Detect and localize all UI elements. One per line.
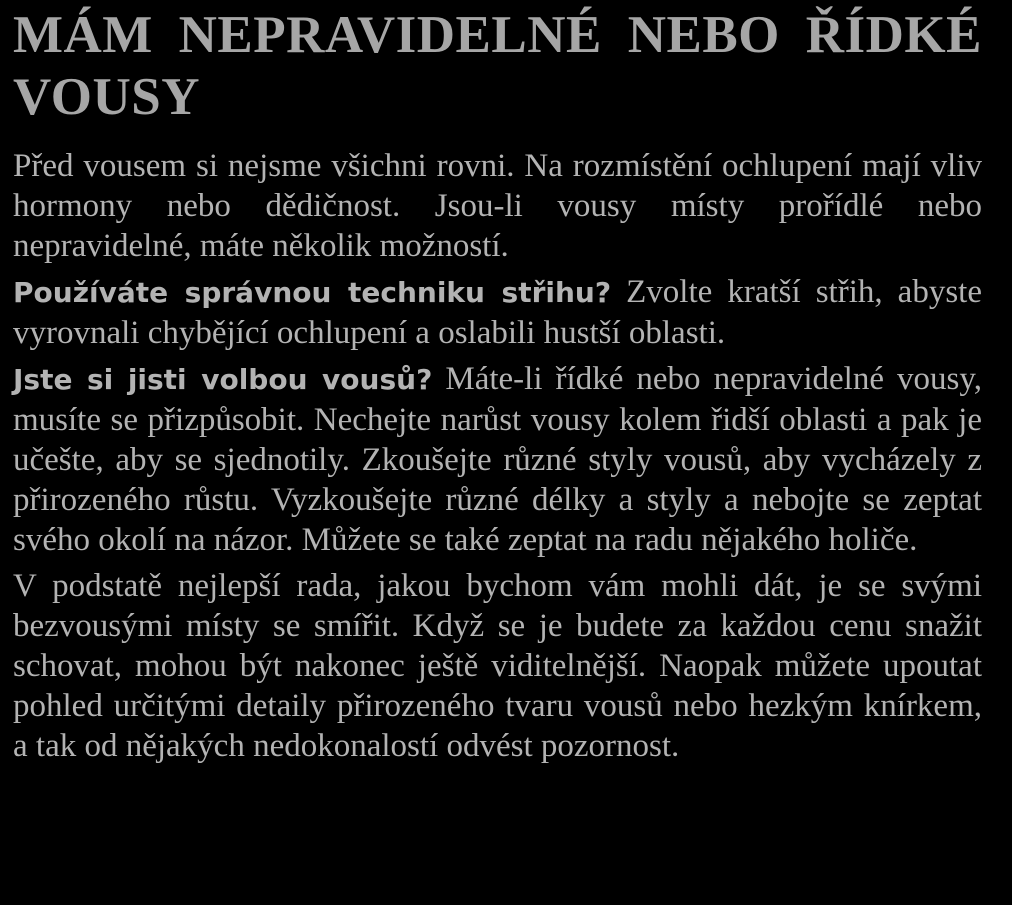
paragraph-text: Před vousem si nejsme všichni rovni. Na rozmístění ochlupení mají vliv hormony nebo dědičnost. Jsou-li vousy místy prořídlé nebo nepravidelné, máte několik možností. xyxy=(13,148,982,264)
paragraph-choice xyxy=(13,359,982,560)
paragraph-lead: Jste si jisti volbou vousů? xyxy=(13,363,433,396)
paragraph-text: V podstatě nejlepší rada, jakou bychom vám mohli dát, je se svými bezvousými místy se smířit. Když se je budete za každou cenu snažit schovat, mohou být nakonec ještě viditelnější. Naopak můžete upoutat pohled určitými detaily přirozeného tvaru vousů nebo hezkým knírkem, a tak od nějakých nedokonalostí odvést pozornost. xyxy=(13,568,982,764)
article-heading: MÁM NEPRAVIDELNÉ NEBO ŘÍDKÉ VOUSY xyxy=(13,6,982,126)
article xyxy=(13,4,982,766)
paragraph-lead: Používáte správnou techniku střihu? xyxy=(13,276,612,309)
paragraph-conclusion xyxy=(13,566,982,766)
paragraph-text: Máte-li řídké nebo nepravidelné vousy, musíte se přizpůsobit. Nechejte narůst vousy kolem řidší oblasti a pak je učešte, aby se sjednotily. Zkoušejte různé styly vousů, aby vycházely z přirozeného růstu. Vyzkoušejte různé délky a styly a nebojte se zeptat svého okolí na názor. Můžete se také zeptat na radu nějakého holiče. xyxy=(13,361,982,558)
paragraph-text: Zvolte kratší střih, abyste vyrovnali chybějící ochlupení a oslabili hustší oblasti. xyxy=(13,274,982,351)
paragraph-technique xyxy=(13,272,982,353)
paragraph-intro xyxy=(13,146,982,266)
